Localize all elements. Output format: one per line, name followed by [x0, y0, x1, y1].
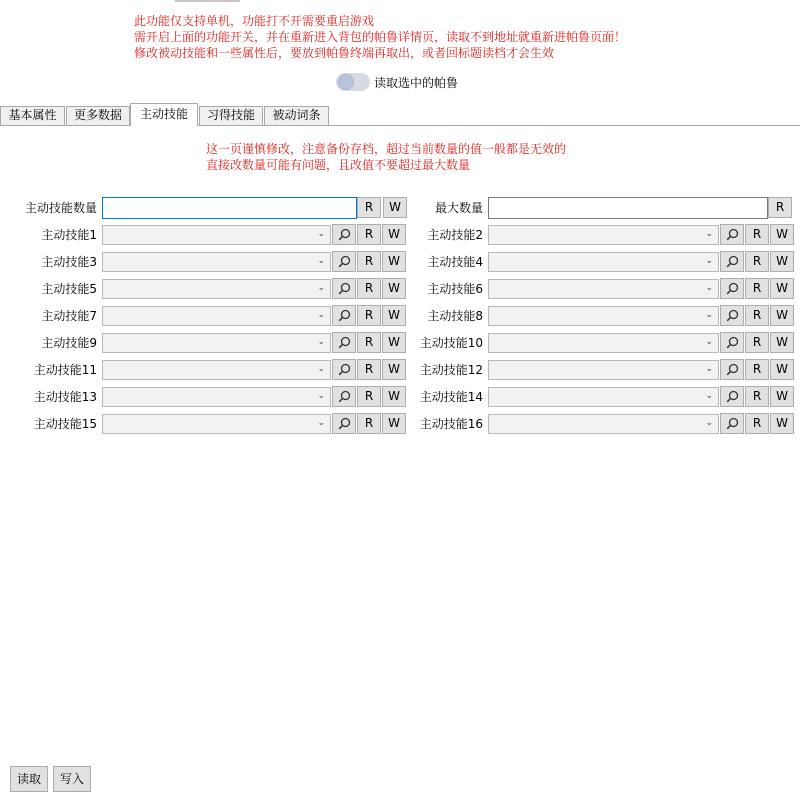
skill-read-button[interactable]: R — [745, 251, 769, 272]
chevron-down-icon: ⌄ — [705, 391, 713, 401]
search-icon — [726, 365, 739, 379]
max-count-label: 最大数量 — [434, 201, 483, 215]
search-icon — [338, 338, 351, 352]
skill-search-button[interactable] — [720, 251, 744, 272]
read-selected-pal-toggle[interactable] — [336, 72, 458, 92]
skill-dropdown[interactable] — [102, 387, 331, 407]
chevron-down-icon: ⌄ — [705, 310, 713, 320]
skill-dropdown[interactable] — [488, 414, 719, 434]
skill-dropdown[interactable] — [102, 225, 331, 245]
skill-search-button[interactable] — [720, 305, 744, 326]
skill-label: 主动技能8 — [427, 309, 483, 323]
search-icon — [726, 284, 739, 298]
skill-label: 主动技能7 — [41, 309, 97, 323]
skill-search-button[interactable] — [332, 332, 356, 353]
skill-search-button[interactable] — [720, 224, 744, 245]
skill-write-button[interactable]: W — [770, 224, 794, 245]
skill-dropdown[interactable] — [102, 360, 331, 380]
chevron-down-icon: ⌄ — [705, 283, 713, 293]
top-divider — [175, 0, 240, 2]
skill-write-button[interactable]: W — [770, 278, 794, 299]
search-icon — [338, 257, 351, 271]
skill-read-button[interactable]: R — [745, 359, 769, 380]
notice-line-3: 修改被动技能和一些属性后，要放到帕鲁终端再取出，或者回标题读档才会生效 — [134, 46, 555, 60]
skill-write-button[interactable]: W — [382, 413, 406, 434]
skill-dropdown[interactable] — [102, 279, 331, 299]
skill-search-button[interactable] — [332, 359, 356, 380]
skill-write-button[interactable]: W — [770, 332, 794, 353]
skill-read-button[interactable]: R — [745, 413, 769, 434]
chevron-down-icon: ⌄ — [705, 229, 713, 239]
skill-count-label: 主动技能数量 — [24, 201, 97, 215]
skill-label: 主动技能15 — [33, 417, 97, 431]
skill-count-read-button[interactable]: R — [357, 197, 381, 218]
search-icon — [338, 392, 351, 406]
chevron-down-icon: ⌄ — [317, 310, 325, 320]
chevron-down-icon: ⌄ — [317, 256, 325, 266]
skill-dropdown[interactable] — [102, 252, 331, 272]
skill-dropdown[interactable] — [488, 279, 719, 299]
skill-search-button[interactable] — [720, 359, 744, 380]
skill-label: 主动技能9 — [41, 336, 97, 350]
skill-dropdown[interactable] — [488, 333, 719, 353]
skill-count-input[interactable] — [102, 197, 357, 219]
tab-passive-traits[interactable]: 被动词条 — [264, 106, 329, 125]
skill-dropdown[interactable] — [102, 333, 331, 353]
tab-basic-attributes[interactable]: 基本属性 — [0, 106, 65, 125]
skill-label: 主动技能12 — [419, 363, 483, 377]
skill-dropdown[interactable] — [488, 306, 719, 326]
chevron-down-icon: ⌄ — [317, 418, 325, 428]
search-icon — [726, 338, 739, 352]
tab-active-skills[interactable]: 主动技能 — [130, 103, 198, 126]
search-icon — [726, 230, 739, 244]
skill-search-button[interactable] — [720, 386, 744, 407]
skill-read-button[interactable]: R — [745, 224, 769, 245]
tab-warning — [206, 141, 566, 173]
skill-dropdown[interactable] — [488, 225, 719, 245]
skill-write-button[interactable]: W — [382, 305, 406, 326]
skill-label: 主动技能16 — [419, 417, 483, 431]
skill-read-button[interactable]: R — [745, 305, 769, 326]
skill-label: 主动技能5 — [41, 282, 97, 296]
skill-read-button[interactable]: R — [357, 224, 381, 245]
tab-strip-border — [0, 125, 800, 126]
tab-more-data[interactable]: 更多数据 — [66, 106, 130, 125]
chevron-down-icon: ⌄ — [705, 364, 713, 374]
skill-write-button[interactable]: W — [382, 224, 406, 245]
skill-write-button[interactable]: W — [770, 386, 794, 407]
skill-read-button[interactable]: R — [357, 251, 381, 272]
tab-learned-skills[interactable]: 习得技能 — [199, 106, 263, 125]
skill-write-button[interactable]: W — [770, 413, 794, 434]
skill-read-button[interactable]: R — [745, 278, 769, 299]
skill-count-write-button[interactable]: W — [383, 197, 407, 218]
tab-warning-line-2: 直接改数量可能有问题，且改值不要超过最大数量 — [206, 158, 471, 172]
toggle-label: 读取选中的帕鲁 — [374, 75, 459, 90]
skill-read-button[interactable]: R — [745, 386, 769, 407]
chevron-down-icon: ⌄ — [317, 364, 325, 374]
chevron-down-icon: ⌄ — [705, 256, 713, 266]
skill-label: 主动技能4 — [427, 255, 483, 269]
skill-search-button[interactable] — [720, 278, 744, 299]
read-button[interactable]: 读取 — [10, 766, 48, 792]
search-icon — [726, 311, 739, 325]
skill-dropdown[interactable] — [488, 252, 719, 272]
max-count-input[interactable] — [488, 197, 768, 219]
skill-write-button[interactable]: W — [382, 332, 406, 353]
skill-label: 主动技能14 — [419, 390, 483, 404]
skill-dropdown[interactable] — [488, 360, 719, 380]
skill-label: 主动技能2 — [427, 228, 483, 242]
skill-search-button[interactable] — [332, 224, 356, 245]
search-icon — [726, 419, 739, 433]
skill-label: 主动技能1 — [41, 228, 97, 242]
write-button[interactable]: 写入 — [53, 766, 91, 792]
chevron-down-icon: ⌄ — [705, 337, 713, 347]
skill-read-button[interactable]: R — [745, 332, 769, 353]
skill-write-button[interactable]: W — [770, 251, 794, 272]
search-icon — [338, 419, 351, 433]
skill-write-button[interactable]: W — [382, 251, 406, 272]
skill-dropdown[interactable] — [102, 306, 331, 326]
tab-warning-line-1: 这一页谨慎修改，注意备份存档，超过当前数量的值一般都是无效的 — [206, 142, 567, 156]
search-icon — [338, 365, 351, 379]
search-icon — [726, 392, 739, 406]
skill-label: 主动技能13 — [33, 390, 97, 404]
skill-write-button[interactable]: W — [382, 359, 406, 380]
search-icon — [338, 311, 351, 325]
chevron-down-icon: ⌄ — [317, 337, 325, 347]
skill-label: 主动技能3 — [41, 255, 97, 269]
skill-label: 主动技能10 — [419, 336, 483, 350]
skill-search-button[interactable] — [720, 413, 744, 434]
search-icon — [338, 230, 351, 244]
skill-read-button[interactable]: R — [357, 413, 381, 434]
skill-read-button[interactable]: R — [357, 278, 381, 299]
skill-write-button[interactable]: W — [382, 278, 406, 299]
skill-search-button[interactable] — [332, 251, 356, 272]
skill-write-button[interactable]: W — [382, 386, 406, 407]
toggle-knob — [338, 74, 354, 90]
skill-read-button[interactable]: R — [357, 332, 381, 353]
chevron-down-icon: ⌄ — [317, 391, 325, 401]
skill-write-button[interactable]: W — [770, 359, 794, 380]
notice-line-2: 需开启上面的功能开关，并在重新进入背包的帕鲁详情页，读取不到地址就重新进帕鲁页面！ — [134, 30, 627, 44]
skill-search-button[interactable] — [332, 278, 356, 299]
search-icon — [726, 257, 739, 271]
skill-search-button[interactable] — [332, 386, 356, 407]
skill-label: 主动技能6 — [427, 282, 483, 296]
skill-search-button[interactable] — [332, 413, 356, 434]
skill-search-button[interactable] — [720, 332, 744, 353]
chevron-down-icon: ⌄ — [317, 229, 325, 239]
feature-notice — [134, 13, 626, 61]
skill-read-button[interactable]: R — [357, 359, 381, 380]
skill-read-button[interactable]: R — [357, 386, 381, 407]
chevron-down-icon: ⌄ — [317, 283, 325, 293]
skill-dropdown[interactable] — [488, 387, 719, 407]
search-icon — [338, 284, 351, 298]
toggle-switch[interactable] — [336, 73, 370, 91]
max-count-read-button[interactable]: R — [768, 197, 792, 218]
skill-label: 主动技能11 — [33, 363, 97, 377]
notice-line-1: 此功能仅支持单机，功能打不开需要重启游戏 — [134, 14, 375, 28]
skill-read-button[interactable]: R — [357, 305, 381, 326]
skill-search-button[interactable] — [332, 305, 356, 326]
skill-dropdown[interactable] — [102, 414, 331, 434]
skill-write-button[interactable]: W — [770, 305, 794, 326]
chevron-down-icon: ⌄ — [705, 418, 713, 428]
